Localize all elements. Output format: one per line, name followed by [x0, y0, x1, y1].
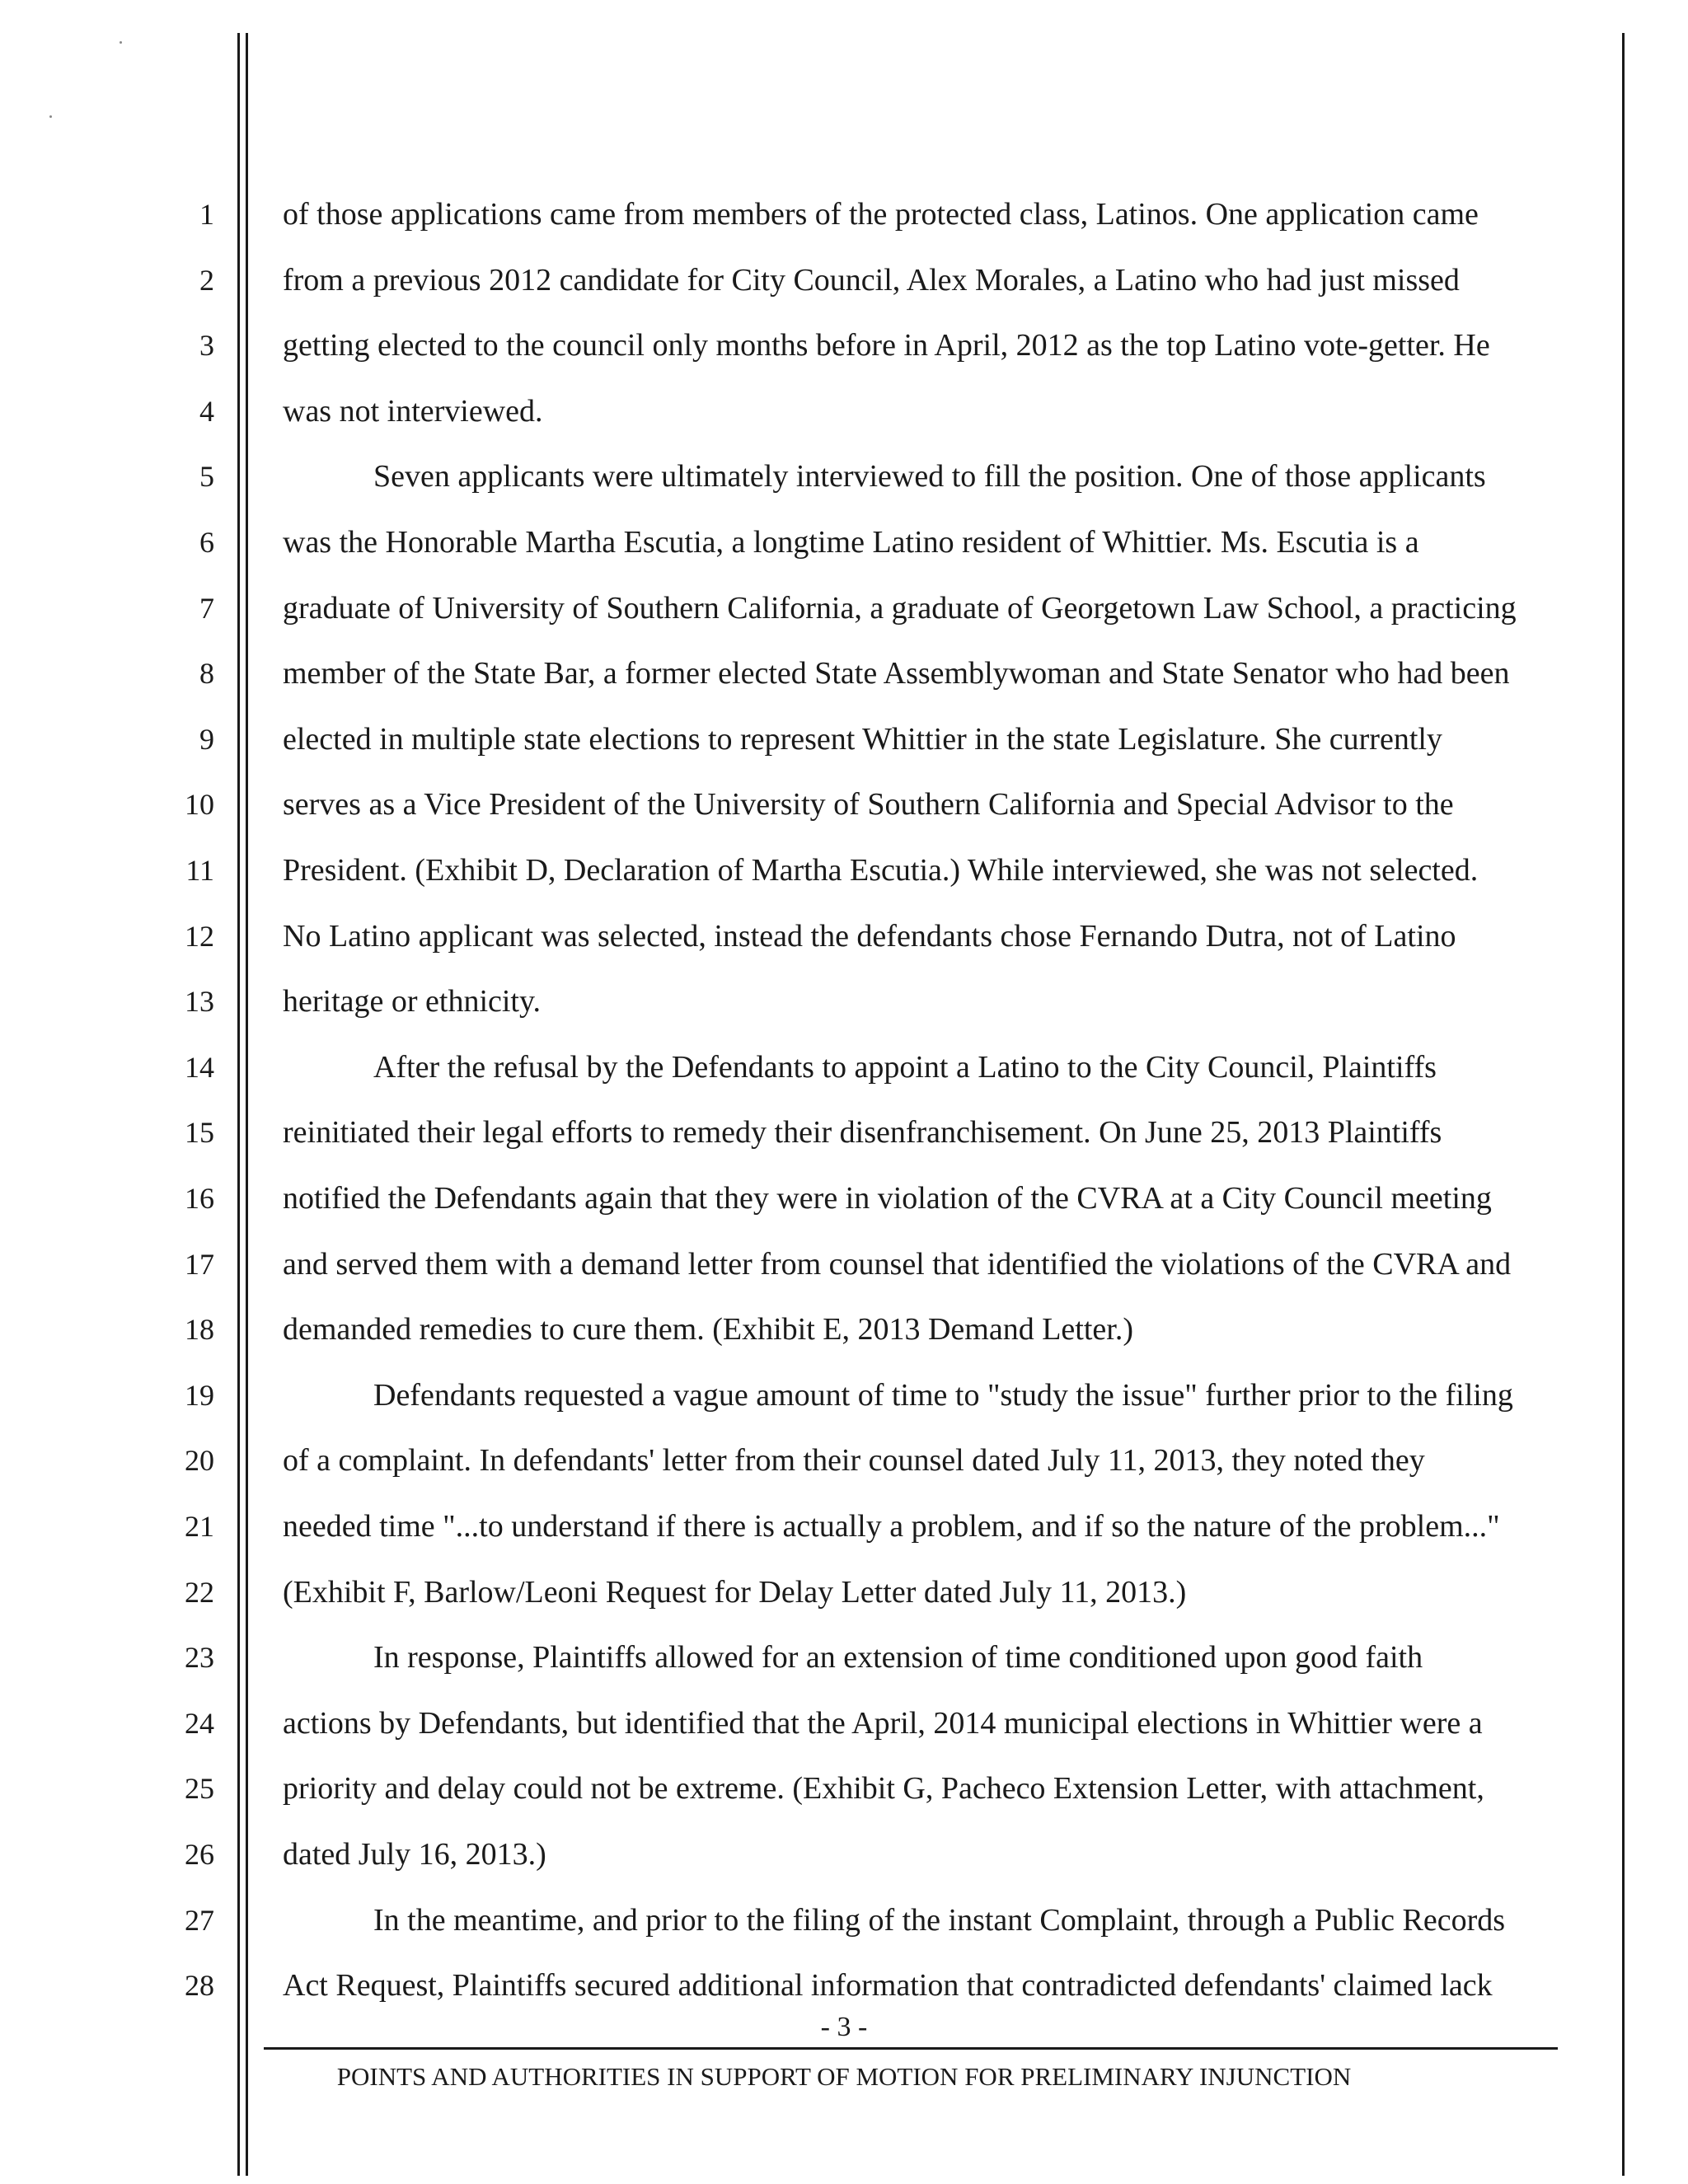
text-line: heritage or ethnicity. — [283, 984, 542, 1019]
line-number: 12 — [185, 920, 214, 953]
text-line: elected in multiple state elections to represent Whittier in the state Legislature. She currently — [283, 722, 1442, 757]
line-number: 8 — [199, 657, 214, 690]
line-number: 22 — [185, 1576, 214, 1609]
text-line: was not interviewed. — [283, 394, 543, 429]
line-number: 18 — [185, 1313, 214, 1346]
text-line: President. (Exhibit D, Declaration of Martha Escutia.) While interviewed, she was not selected. — [283, 853, 1479, 888]
text-line: No Latino applicant was selected, instead the defendants chose Fernando Dutra, not of Latino — [283, 919, 1456, 954]
text-line: notified the Defendants again that they were in violation of the CVRA at a City Council meeting — [283, 1181, 1492, 1216]
line-number: 14 — [185, 1051, 214, 1084]
line-number: 11 — [185, 854, 214, 887]
text-line: actions by Defendants, but identified that the April, 2014 municipal elections in Whittier were a — [283, 1706, 1483, 1741]
text-line: of a complaint. In defendants' letter from their counsel dated July 11, 2013, they noted they — [283, 1443, 1425, 1478]
line-number: 4 — [199, 395, 214, 428]
line-number: 24 — [185, 1707, 214, 1740]
line-number: 1 — [199, 198, 214, 231]
footer-rule — [264, 2047, 1558, 2050]
text-line: member of the State Bar, a former elected State Assemblywoman and State Senator who had been — [283, 656, 1510, 691]
line-number: 3 — [199, 329, 214, 362]
text-line: was the Honorable Martha Escutia, a longtime Latino resident of Whittier. Ms. Escutia is a — [283, 525, 1419, 560]
line-number: 28 — [185, 1969, 214, 2002]
line-number: 17 — [185, 1248, 214, 1281]
text-line: demanded remedies to cure them. (Exhibit E, 2013 Demand Letter.) — [283, 1312, 1133, 1347]
text-line: needed time "...to understand if there is actually a problem, and if so the nature of the problem..." — [283, 1509, 1500, 1544]
text-line: In the meantime, and prior to the filing of the instant Complaint, through a Public Records — [373, 1903, 1506, 1938]
left-margin-rule-outer — [237, 33, 240, 2176]
line-number: 13 — [185, 985, 214, 1018]
text-line: Seven applicants were ultimately interviewed to fill the position. One of those applicants — [373, 459, 1486, 494]
line-number: 15 — [185, 1116, 214, 1149]
line-number: 26 — [185, 1838, 214, 1871]
line-number: 6 — [199, 526, 214, 559]
text-line: getting elected to the council only months before in April, 2012 as the top Latino vote-getter. He — [283, 328, 1490, 363]
line-number: 7 — [199, 592, 214, 625]
text-line: of those applications came from members of the protected class, Latinos. One application came — [283, 197, 1479, 232]
right-margin-rule — [1622, 33, 1625, 2176]
text-line: reinitiated their legal efforts to remedy their disenfranchisement. On June 25, 2013 Plaintiffs — [283, 1115, 1442, 1150]
text-line: Act Request, Plaintiffs secured additional information that contradicted defendants' claimed lack — [283, 1968, 1493, 2003]
text-line: In response, Plaintiffs allowed for an extension of time conditioned upon good faith — [373, 1640, 1423, 1675]
text-line: from a previous 2012 candidate for City Council, Alex Morales, a Latino who had just missed — [283, 263, 1460, 298]
text-line: graduate of University of Southern California, a graduate of Georgetown Law School, a practicing — [283, 591, 1517, 626]
line-number: 2 — [199, 264, 214, 297]
line-number: 9 — [199, 723, 214, 756]
text-line: After the refusal by the Defendants to appoint a Latino to the City Council, Plaintiffs — [373, 1050, 1437, 1085]
text-line: dated July 16, 2013.) — [283, 1837, 546, 1872]
left-margin-rule-inner — [246, 33, 248, 2176]
page-number: - 3 - — [820, 2012, 868, 2042]
line-number: 10 — [185, 788, 214, 821]
line-number: 5 — [199, 460, 214, 493]
line-number: 20 — [185, 1444, 214, 1477]
text-line: and served them with a demand letter from counsel that identified the violations of the CVRA and — [283, 1247, 1512, 1282]
line-number: 19 — [185, 1379, 214, 1412]
line-number: 21 — [185, 1510, 214, 1543]
scan-speck — [49, 115, 52, 118]
scan-speck — [120, 41, 122, 44]
line-number: 23 — [185, 1641, 214, 1674]
line-number: 25 — [185, 1772, 214, 1805]
text-line: serves as a Vice President of the University of Southern California and Special Advisor to the — [283, 787, 1454, 822]
line-number: 27 — [185, 1904, 214, 1937]
text-line: (Exhibit F, Barlow/Leoni Request for Delay Letter dated July 11, 2013.) — [283, 1575, 1187, 1610]
footer-title: POINTS AND AUTHORITIES IN SUPPORT OF MOTION FOR PRELIMINARY INJUNCTION — [336, 2062, 1352, 2091]
text-line: priority and delay could not be extreme. (Exhibit G, Pacheco Extension Letter, with attachment, — [283, 1771, 1484, 1806]
text-line: Defendants requested a vague amount of time to "study the issue" further prior to the filing — [373, 1378, 1513, 1413]
line-number: 16 — [185, 1182, 214, 1215]
